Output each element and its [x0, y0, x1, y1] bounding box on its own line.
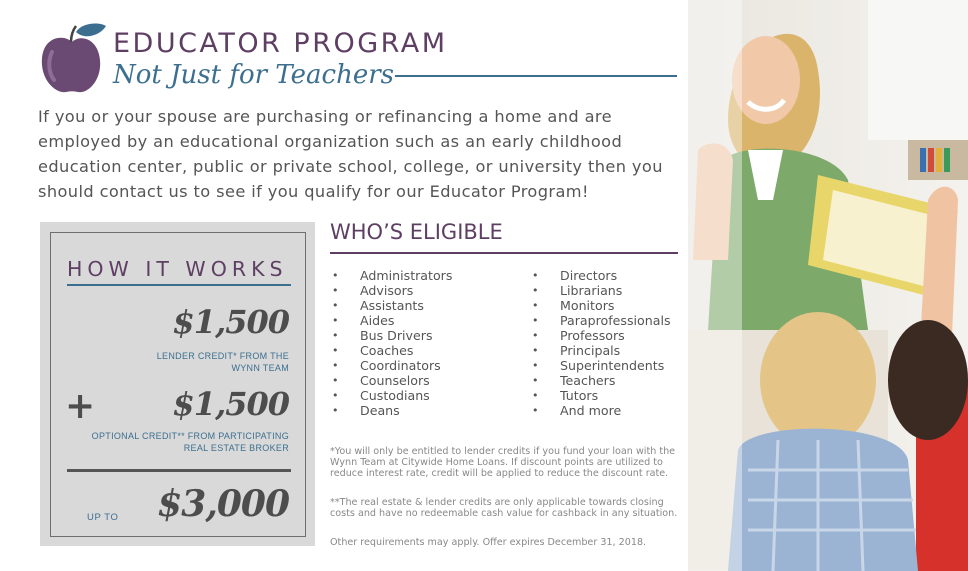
classroom-photo	[688, 0, 968, 571]
eligible-divider	[330, 252, 678, 254]
optional-credit-amount: $1,500	[172, 385, 289, 423]
list-item: • Advisors	[330, 283, 452, 298]
total-prefix: UP TO	[87, 512, 119, 523]
list-item: • Coaches	[330, 343, 452, 358]
list-item: • Aides	[330, 313, 452, 328]
list-item: • Counselors	[330, 373, 452, 388]
subtitle-divider	[395, 75, 677, 77]
list-item: • Assistants	[330, 298, 452, 313]
eligible-list-left	[330, 268, 452, 418]
lender-credit-amount: $1,500	[172, 303, 289, 341]
footnote-expiration: Other requirements may apply. Offer expires December 31, 2018.	[330, 537, 647, 548]
optional-credit-note: OPTIONAL CREDIT** FROM PARTICIPATING REAL ESTATE BROKER	[91, 431, 289, 453]
how-it-works-divider	[67, 284, 291, 286]
plus-sign: +	[65, 385, 96, 427]
list-item: • Directors	[530, 268, 671, 283]
total-amount: $3,000	[157, 483, 289, 525]
eligible-list-right	[530, 268, 671, 418]
list-item: • Monitors	[530, 298, 671, 313]
list-item: • And more	[530, 403, 671, 418]
apple-icon	[38, 22, 108, 94]
list-item: • Librarians	[530, 283, 671, 298]
sum-divider	[67, 469, 291, 472]
list-item: • Superintendents	[530, 358, 671, 373]
list-item: • Coordinators	[330, 358, 452, 373]
list-item: • Tutors	[530, 388, 671, 403]
lender-credit-note: LENDER CREDIT* FROM THE WYNN TEAM	[156, 351, 289, 373]
how-it-works-title: HOW IT WORKS	[67, 257, 288, 281]
list-item: • Custodians	[330, 388, 452, 403]
how-it-works-frame	[50, 232, 306, 537]
list-item: • Administrators	[330, 268, 452, 283]
eligible-title: WHO’S ELIGIBLE	[330, 220, 503, 244]
list-item: • Deans	[330, 403, 452, 418]
list-item: • Principals	[530, 343, 671, 358]
page-subtitle: Not Just for Teachers	[113, 60, 394, 90]
list-item: • Professors	[530, 328, 671, 343]
page-title: EDUCATOR PROGRAM	[113, 28, 448, 59]
intro-paragraph: If you or your spouse are purchasing or refinancing a home and are employed by an educational organization such as an early childhood education center, public or private school, college, or university then you should contact us to see if you qualify for our Educator Program!	[38, 107, 663, 201]
list-item: • Paraprofessionals	[530, 313, 671, 328]
footnote-closing-costs: **The real estate & lender credits are only applicable towards closing costs and have no redeemable cash value for cashback in any situation.	[330, 497, 678, 519]
list-item: • Bus Drivers	[330, 328, 452, 343]
list-item: • Teachers	[530, 373, 671, 388]
how-it-works-panel	[40, 222, 315, 546]
footnote-lender-credit: *You will only be entitled to lender credits if you fund your loan with the Wynn Team at Citywide Home Loans. If discount points are utilized to reduce interest rate, credit will be applied to reduce the discount rate.	[330, 446, 676, 479]
